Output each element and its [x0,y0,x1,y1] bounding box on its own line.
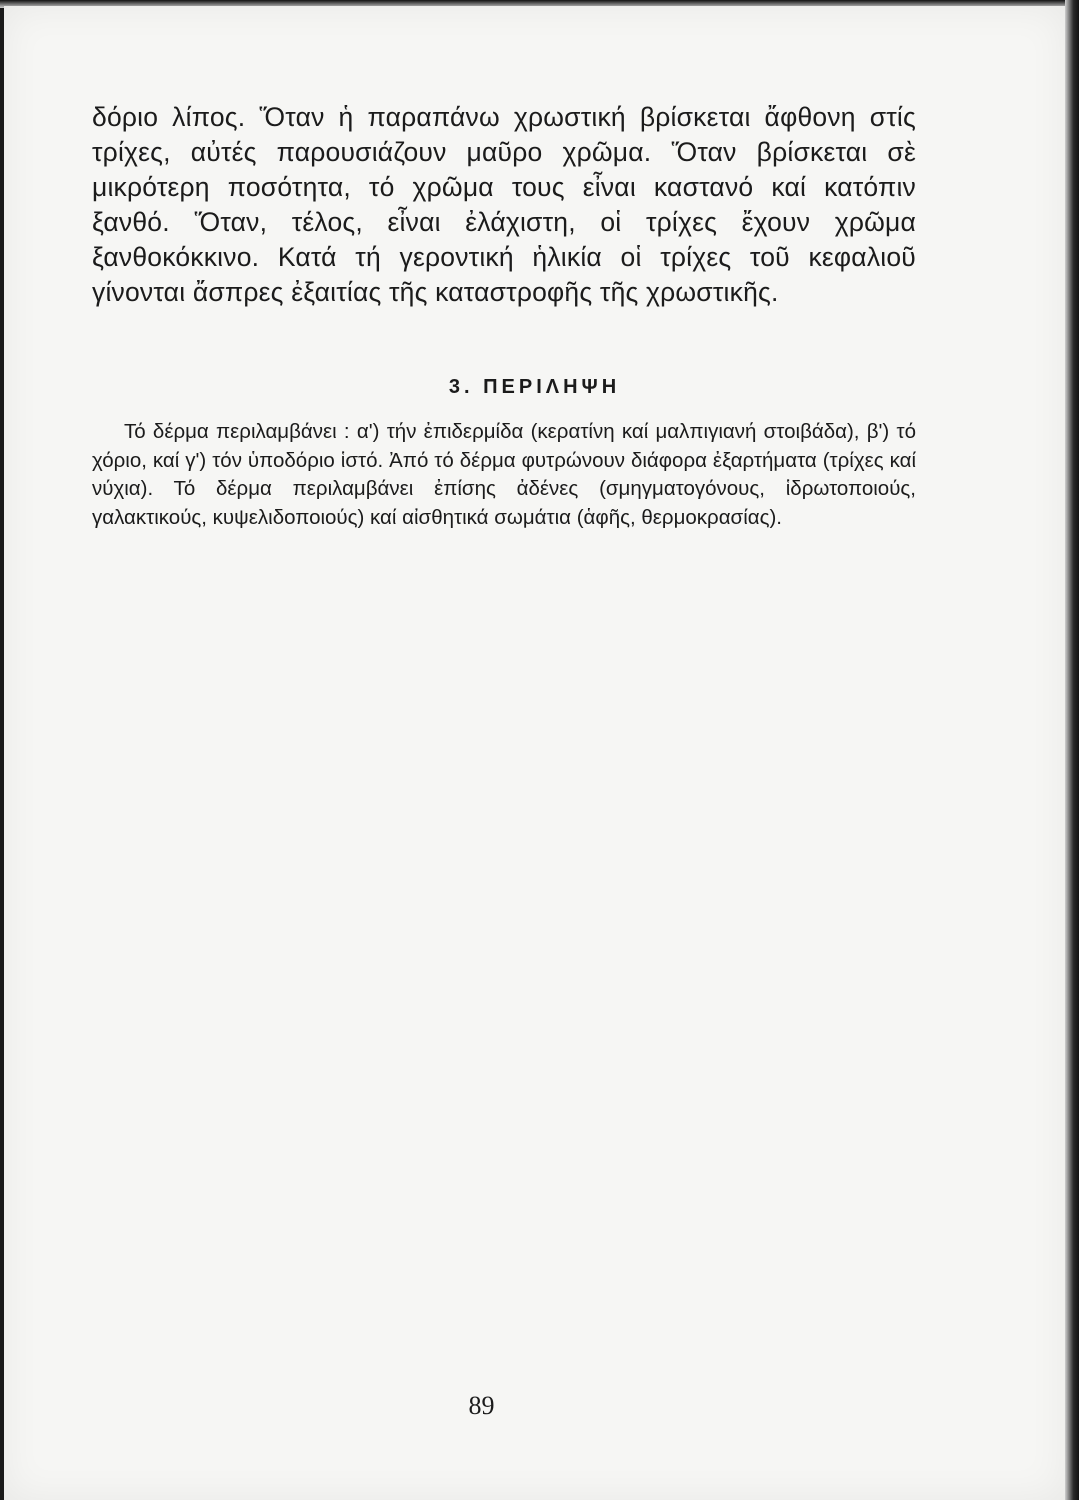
scan-right-edge [1065,0,1079,1500]
book-page [4,6,1065,1500]
body-paragraph: δόριο λίπος. Ὅταν ἡ παραπάνω χρωστική βρίσκεται ἄφθονη στίς τρίχες, αὐτές παρουσιάζουν μαῦρο χρῶμα. Ὅταν βρίσκεται σὲ μικρότερη ποσότητα, τό χρῶμα τους εἶναι καστανό καί κατόπιν ξανθό. Ὅταν, τέλος, εἶναι ἐλάχιστη, οἱ τρίχες ἔχουν χρῶμα ξανθοκόκκινο. Κατά τή γεροντική ἡλικία οἱ τρίχες τοῦ κεφαλιοῦ γίνονται ἄσπρες ἐξαιτίας τῆς καταστροφῆς τῆς χρωστικῆς. [92,102,916,307]
summary-paragraph: Τό δέρμα περιλαμβάνει : α') τήν ἐπιδερμίδα (κερατίνη καί μαλπιγιανή στοιβάδα), β') τό χόριο, καί γ') τόν ὑποδόριο ἱστό. Ἀπό τό δέρμα φυτρώνουν διάφορα ἐξαρτήματα (τρίχες καί νύχια). Τό δέρμα περιλαμβάνει ἐπίσης ἀδένες (σμηγματογόνους, ἱδρωτοποιούς, γαλακτικούς, κυψελιδοποιούς) καί αἰσθητικά σωμάτια (ἁφῆς, θερμοκρασίας). [92,420,916,529]
page-number: 89 [468,1391,495,1420]
section-heading: 3. ΠΕΡΙΛΗΨΗ [448,376,621,398]
